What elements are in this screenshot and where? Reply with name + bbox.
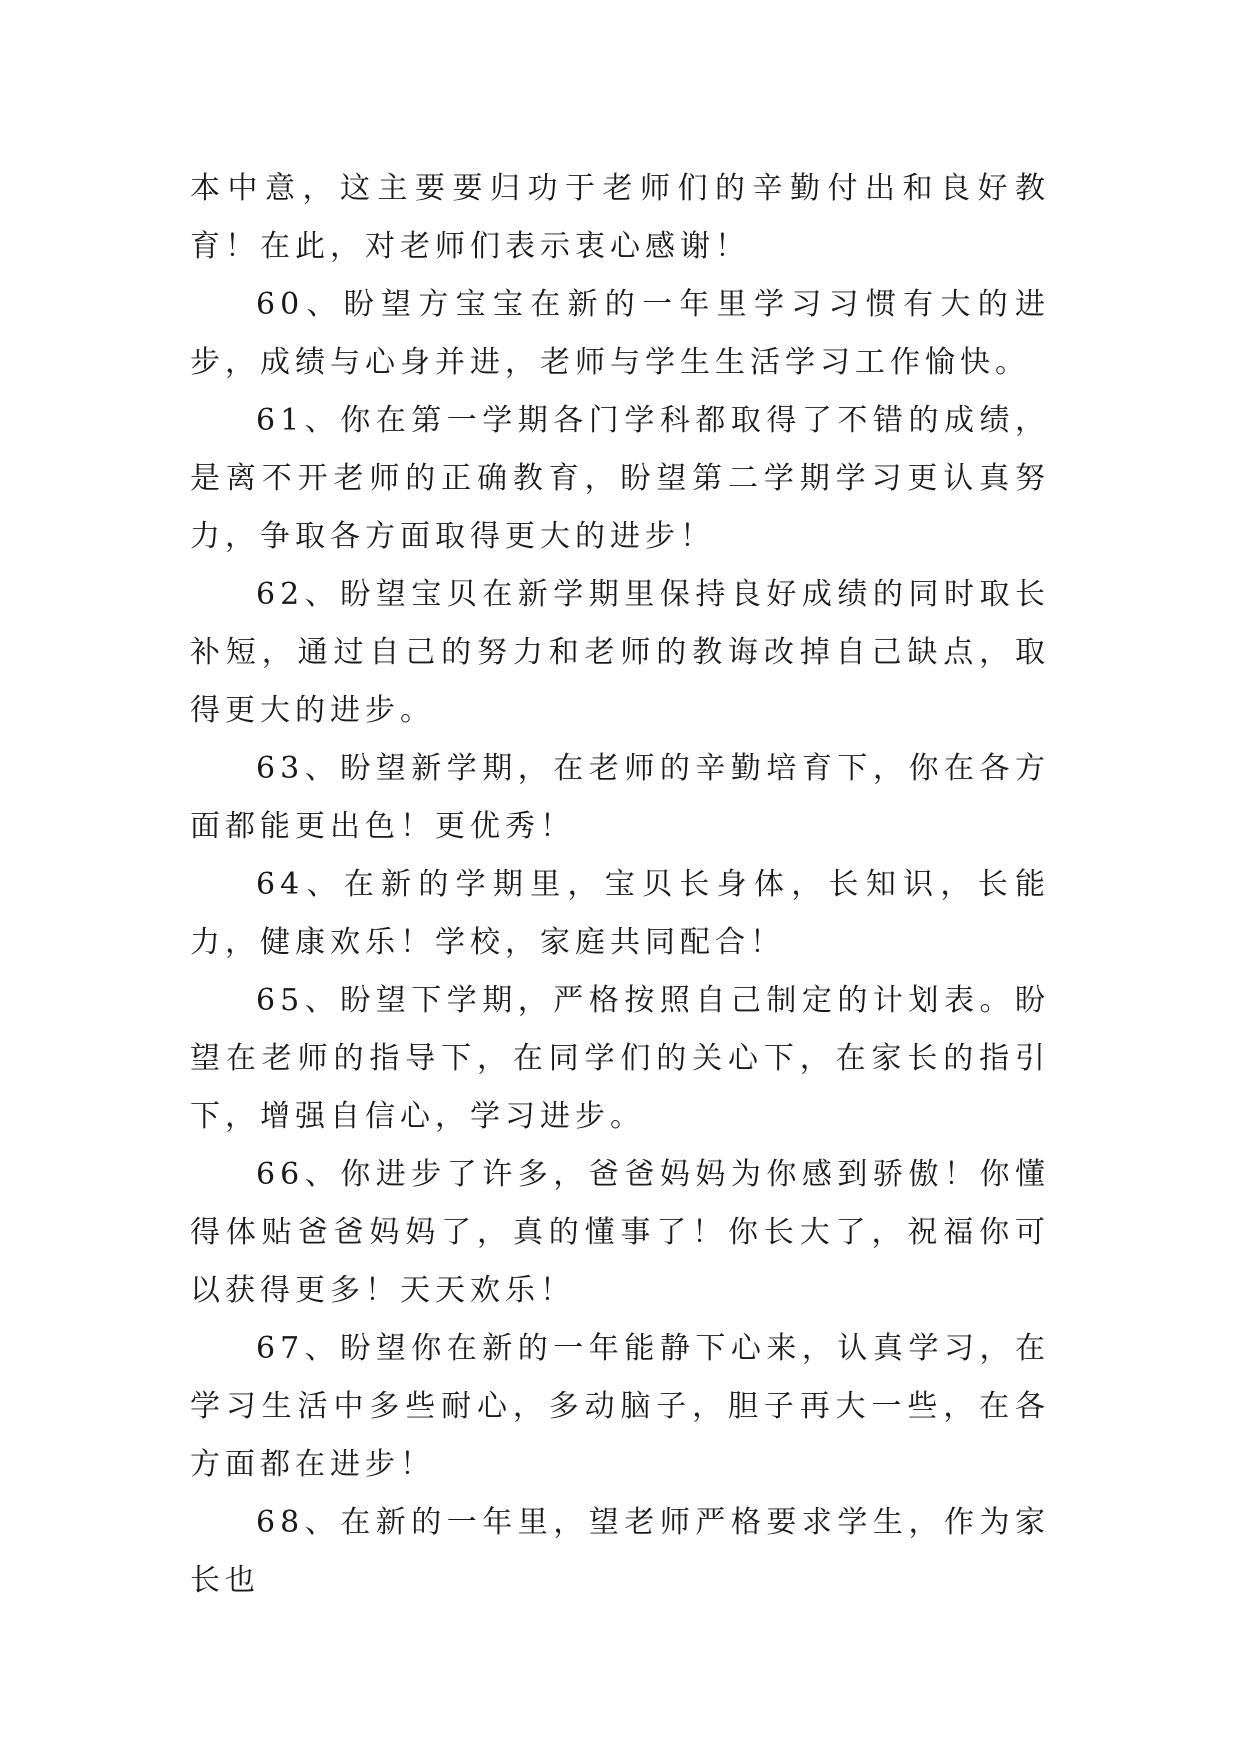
paragraph-61: 61、你在第一学期各门学科都取得了不错的成绩，是离不开老师的正确教育，盼望第二学期学习更认真努力，争取各方面取得更大的进步！ xyxy=(190,403,1050,554)
document-body xyxy=(190,160,1050,1610)
paragraph-67: 67、盼望你在新的一年能静下心来，认真学习，在学习生活中多些耐心，多动脑子，胆子再大一些，在各方面都在进步！ xyxy=(190,1331,1050,1482)
paragraph-62: 62、盼望宝贝在新学期里保持良好成绩的同时取长补短，通过自己的努力和老师的教诲改掉自己缺点，取得更大的进步。 xyxy=(190,577,1050,728)
paragraph-60: 60、盼望方宝宝在新的一年里学习习惯有大的进步，成绩与心身并进，老师与学生生活学习工作愉快。 xyxy=(190,287,1050,380)
paragraph-66: 66、你进步了许多，爸爸妈妈为你感到骄傲！你懂得体贴爸爸妈妈了，真的懂事了！你长大了，祝福你可以获得更多！天天欢乐！ xyxy=(190,1157,1050,1308)
paragraph-65: 65、盼望下学期，严格按照自己制定的计划表。盼望在老师的指导下，在同学们的关心下，在家长的指引下，增强自信心，学习进步。 xyxy=(190,983,1050,1134)
paragraph-68: 68、在新的一年里，望老师严格要求学生，作为家长也 xyxy=(190,1505,1050,1598)
paragraph-63: 63、盼望新学期，在老师的辛勤培育下，你在各方面都能更出色！更优秀！ xyxy=(190,751,1050,844)
paragraph-64: 64、在新的学期里，宝贝长身体，长知识，长能力，健康欢乐！学校，家庭共同配合！ xyxy=(190,867,1050,960)
paragraph-continuation: 本中意，这主要要归功于老师们的辛勤付出和良好教育！在此，对老师们表示衷心感谢！ xyxy=(190,171,1050,264)
